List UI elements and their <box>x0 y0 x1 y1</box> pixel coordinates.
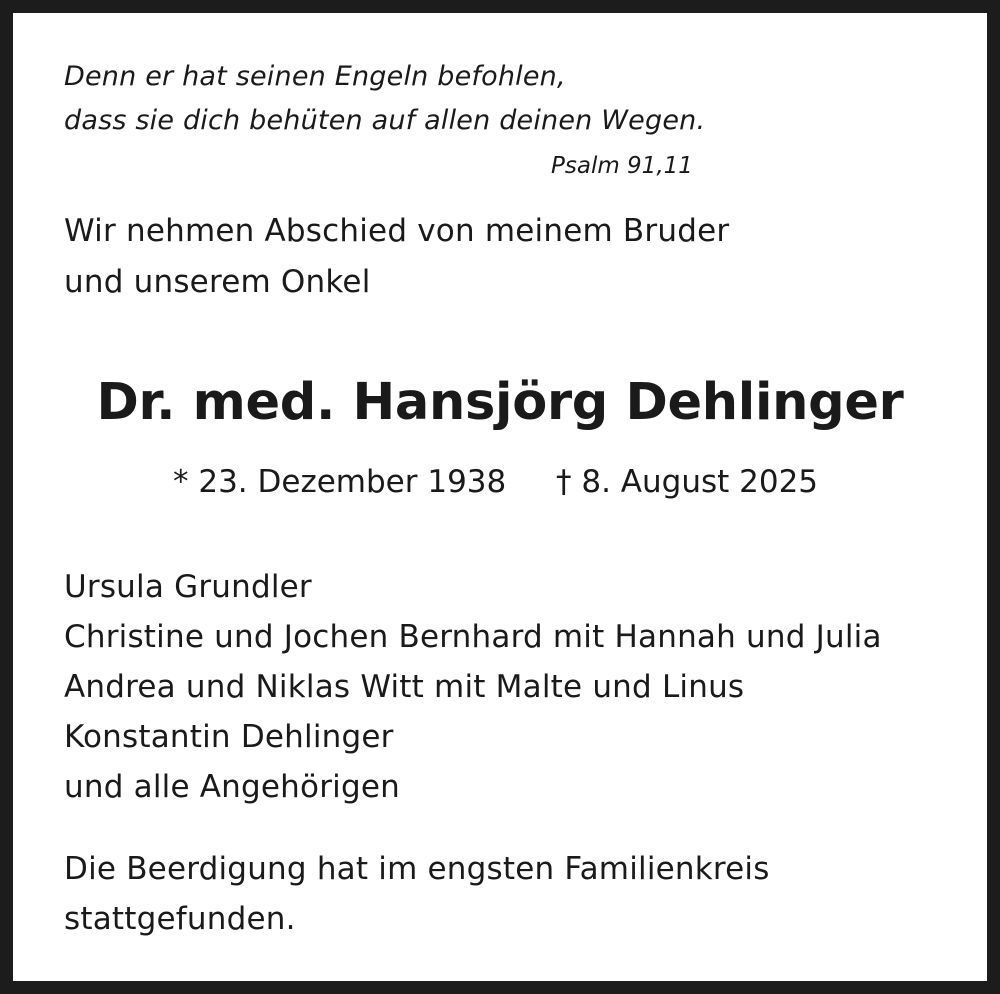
notice-line-2: stattgefunden. <box>64 901 296 937</box>
mourner-line: Andrea und Niklas Witt mit Malte und Linus <box>64 669 745 705</box>
mourner-line: und alle Angehörigen <box>64 769 400 805</box>
intro-line-2: und unserem Onkel <box>64 264 371 300</box>
death-date: † 8. August 2025 <box>556 464 819 500</box>
deceased-name: Dr. med. Hansjörg Dehlinger <box>96 373 904 432</box>
quote-line-2: dass sie dich behüten auf allen deinen Wegen. <box>64 105 706 136</box>
quote-line-1: Denn er hat seinen Engeln befohlen, <box>64 61 566 92</box>
birth-date: * 23. Dezember 1938 <box>173 464 507 500</box>
mourner-line: Ursula Grundler <box>64 569 312 605</box>
intro-line-1: Wir nehmen Abschied von meinem Bruder <box>64 213 730 249</box>
mourner-line: Christine und Jochen Bernhard mit Hannah und Julia <box>64 619 882 655</box>
notice-line-1: Die Beerdigung hat im engsten Familienkreis <box>64 851 770 887</box>
quote-source: Psalm 91,11 <box>551 153 693 179</box>
mourner-line: Konstantin Dehlinger <box>64 719 394 755</box>
